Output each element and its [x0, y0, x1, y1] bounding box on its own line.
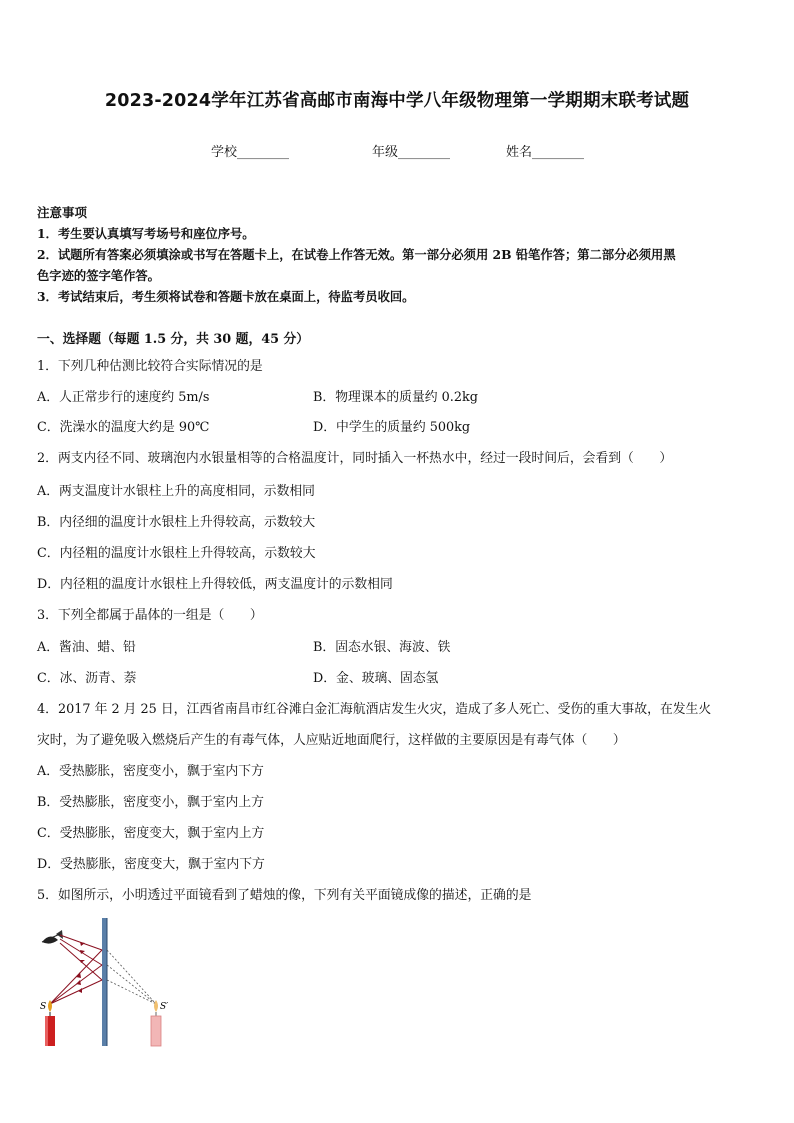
q3-option-a: A．酱油、蜡、铅: [37, 640, 136, 655]
notice-item-3: 3．考试结束后，考生须将试卷和答题卡放在桌面上，待监考员收回。: [37, 289, 415, 304]
notice-title: 注意事项: [37, 205, 88, 220]
q4-stem-line-2: 灾时，为了避免吸入燃烧后产生的有毒气体，人应贴近地面爬行，这样做的主要原因是有毒气体（ ）: [37, 733, 626, 748]
q2-option-a: A．两支温度计水银柱上升的高度相同，示数相同: [37, 484, 315, 499]
q3-option-b: B．固态水银、海波、铁: [313, 640, 451, 655]
q2-option-b: B．内径细的温度计水银柱上升得较高，示数较大: [37, 515, 316, 530]
q4-option-c: C．受热膨胀，密度变大，飘于室内上方: [37, 826, 265, 841]
q2-option-d: D．内径粗的温度计水银柱上升得较低，两支温度计的示数相同: [37, 577, 393, 592]
plane-mirror-figure: [36, 912, 186, 1052]
label-s: S: [40, 1002, 47, 1012]
q2-option-c: C．内径粗的温度计水银柱上升得较高，示数较大: [37, 546, 316, 561]
q3-stem: 3．下列全都属于晶体的一组是（ ）: [37, 608, 263, 623]
exam-title: 2023-2024学年江苏省高邮市南海中学八年级物理第一学期期末联考试题: [104, 91, 690, 111]
q1-option-c: C．洗澡水的温度大约是 90℃: [37, 420, 210, 435]
q4-option-d: D．受热膨胀，密度变大，飘于室内下方: [37, 857, 265, 872]
q4-stem-line-1: 4．2017 年 2 月 25 日，江西省南昌市红谷滩白金汇海航酒店发生火灾，造成了多人死亡、受伤的重大事故，在发生火: [37, 702, 712, 717]
plane-mirror: [102, 918, 107, 1046]
virtual-rays: [107, 950, 156, 1004]
q3-option-c: C．冰、沥青、萘: [37, 671, 137, 686]
name-field: 姓名________: [506, 145, 585, 160]
q1-stem: 1．下列几种估测比较符合实际情况的是: [37, 359, 263, 374]
q4-option-b: B．受热膨胀，密度变小，飘于室内上方: [37, 795, 264, 810]
q3-option-d: D．金、玻璃、固态氢: [313, 671, 439, 686]
grade-field: 年级________: [372, 145, 451, 160]
light-rays: [50, 935, 102, 1004]
notice-item-2: 2．试题所有答案必须填涂或书写在答题卡上，在试卷上作答无效。第一部分必须用 2B 铅笔作答；第二部分必须用黑: [37, 247, 676, 262]
notice-item-1: 1．考生要认真填写考场号和座位序号。: [37, 226, 255, 241]
q1-option-a: A．人正常步行的速度约 5m/s: [37, 390, 210, 405]
eye-icon: [42, 930, 63, 944]
candle-icon: [45, 1000, 55, 1046]
label-s-prime: S′: [160, 1002, 169, 1012]
q1-option-d: D．中学生的质量约 500kg: [313, 420, 471, 435]
q4-option-a: A．受热膨胀，密度变小，飘于室内下方: [37, 764, 264, 779]
q5-stem: 5．如图所示，小明透过平面镜看到了蜡烛的像，下列有关平面镜成像的描述，正确的是: [37, 888, 532, 903]
notice-item-2-continued: 色字迹的签字笔作答。: [37, 268, 160, 283]
section-heading: 一、选择题（每题 1.5 分，共 30 题，45 分）: [37, 332, 310, 347]
school-field: 学校________: [211, 145, 290, 160]
q1-option-b: B．物理课本的质量约 0.2kg: [313, 390, 478, 405]
q2-stem: 2．两支内径不同、玻璃泡内水银量相等的合格温度计，同时插入一杯热水中，经过一段时间后，会看到（ ）: [37, 451, 673, 466]
